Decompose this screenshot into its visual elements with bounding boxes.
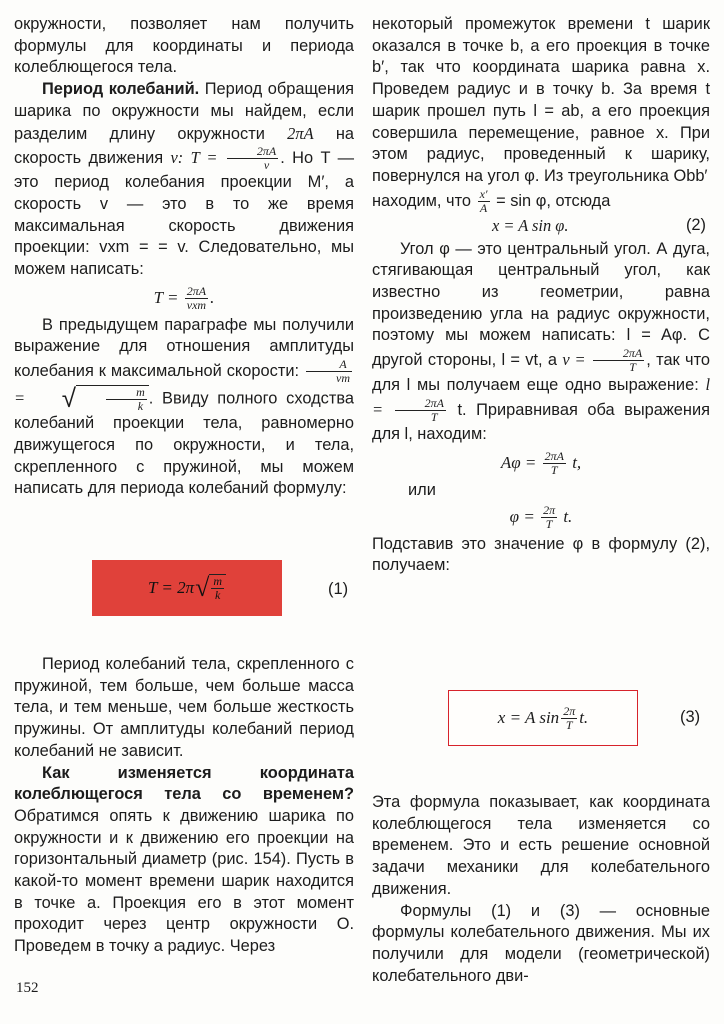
right-column-lower <box>372 792 710 987</box>
formula-1: T = 2π <box>147 578 195 597</box>
paragraph: В предыдущем параграфе мы получили выражение для отношения амплитуды колебания к максимальной скорости: $\frac{A}{vm}$ = √ $\frac{m}{k}$ . Ввиду полного сходства колебаний проекции тела, равномерно движущегося по окружности, и тела, скрепленного с пружиной, мы можем написать для периода колебаний формулу: <box>14 315 354 498</box>
paragraph: находим, что $\frac{x'}{A}$ = sin φ, отсюда <box>372 186 611 215</box>
math: T = <box>190 148 218 168</box>
fraction: $\frac{2\pi A}{v}$ <box>227 145 278 172</box>
paragraph: Эта формула показывает, как координата колеблющегося тела изменяется со временем. Это и есть решение основной задачи механики для колебательного движения. <box>372 793 710 898</box>
equation-a-phi: Aφ = $\frac{2\pi A}{T}$ t, <box>500 449 582 478</box>
equation-number-2: (2) <box>685 215 706 234</box>
math: 2πA <box>287 123 314 143</box>
paragraph-coordinate: Как изменяется координата колеблющегося тела со временем? Обратимся опять к движению шарика по окружности и к движению его проекции на горизонтальный диаметр (рис. 154). Пусть в какой-то момент времени шарик находится в точке a. Проекция его в этот момент проходит через центр окружности O. Проведем в точку a радиус. Через <box>14 763 354 956</box>
equation-2-row <box>372 215 710 239</box>
page-number: 152 <box>16 980 39 996</box>
formula-1-box: T = 2π √ $\frac{m}{k}$ <box>92 560 282 616</box>
formula-3: x = A sin <box>497 708 560 727</box>
paragraph: Формулы (1) и (3) — основные формулы колебательного движения. Мы их получили для модели (геометрической) колебательного дви- <box>372 901 710 985</box>
section-heading: Как изменяется координата колеблющегося тела со временем? <box>14 763 354 804</box>
paragraph-period <box>14 79 354 281</box>
paragraph: Подставив это значение φ в формулу (2), получаем: <box>372 534 710 575</box>
right-column <box>372 14 710 577</box>
text: Период обращения шарика по окружности мы найдем, если разделим длину окружности <box>14 80 354 143</box>
equation-period-circle: T = $\frac{2\pi A}{\text{vxm}}$ . <box>153 284 215 313</box>
left-column <box>14 14 354 500</box>
equation-number-1: (1) <box>328 580 349 598</box>
left-column-lower <box>14 654 354 958</box>
formula-3-box: x = A sin $\frac{2\pi}{T}$ t. <box>448 690 638 746</box>
text: . Но T — это период колебания проекции M′, а скорость v — это в то же время максимальная скорость движения проекции: vxm = = v. Следовательно, мы можем написать: <box>14 149 354 279</box>
text: на скорость движения <box>14 124 354 168</box>
fraction: $\frac{x'}{A}$ <box>479 186 488 215</box>
or-label: или <box>408 480 436 499</box>
paragraph: некоторый промежуток времени t шарик оказался в точке b, а его проекция в точке b′, так что координата шарика равна x. Проведем радиус и в точку b. За время t шарик прошел путь l = ab, а его проекция совершила перемещение, равное x. При этом радиус, проведенный к шарику, повернулся на угол φ. Из треугольника Obb′ <box>372 15 710 185</box>
equation-2: x = A sin φ. <box>492 215 569 235</box>
math: v: <box>170 148 184 168</box>
fraction: $\frac{A}{vm}$ <box>306 358 352 385</box>
paragraph: Период колебаний тела, скрепленного с пружиной, тем больше, чем больше масса тела, и тем меньше, чем больше жесткость пружины. От амплитуды колебаний период колебаний не зависит. <box>14 655 354 760</box>
sqrt: √ $\frac{m}{k}$ <box>34 385 149 413</box>
paragraph: окружности, позволяет нам получить формулы для координаты и периода колеблющегося тела. <box>14 15 354 77</box>
section-heading: Период колебаний. <box>42 80 200 99</box>
equation-number-3: (3) <box>680 708 701 726</box>
equation-phi: φ = $\frac{2\pi}{T}$ t. <box>509 503 573 532</box>
paragraph: Угол φ — это центральный угол. А дуга, стягивающая центральный угол, как известно из геометрии, равна произведению угла на радиус окружности, поэтому мы можем написать: l = Aφ. С другой стороны, l = vt, а v = $\frac{2\pi A}{T}$ , так что для l мы получаем еще одно выражение: l = $\frac{2\pi A}{T}$ t. Приравнивая оба выражения для l, находим: <box>372 239 711 443</box>
